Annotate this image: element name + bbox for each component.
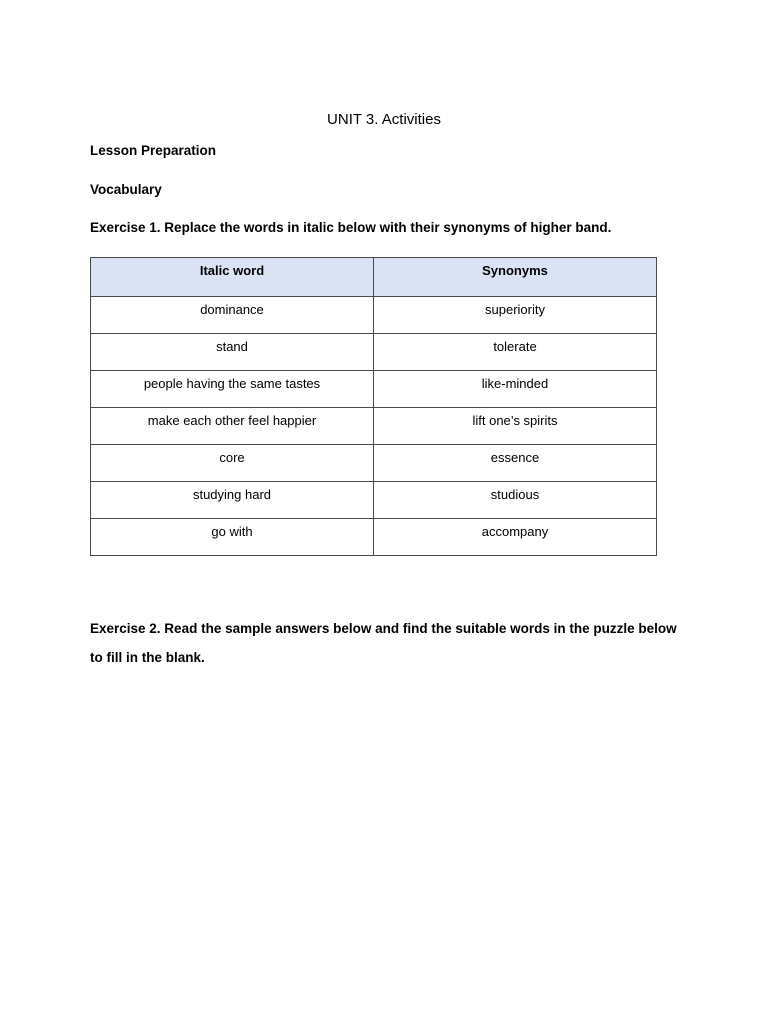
page-title: UNIT 3. Activities [327, 111, 441, 128]
table-row [91, 334, 657, 371]
italic-word-cell: studying hard [91, 482, 374, 519]
table-row [91, 482, 657, 519]
exercise-2-instruction: Exercise 2. Read the sample answers below and find the suitable words in the puzzle below to fill in the blank. [90, 621, 677, 665]
synonym-cell: like-minded [374, 371, 657, 408]
table-row [91, 371, 657, 408]
italic-word-cell: people having the same tastes [91, 371, 374, 408]
synonym-cell: lift one’s spirits [374, 408, 657, 445]
synonym-cell: essence [374, 445, 657, 482]
italic-word-cell: make each other feel happier [91, 408, 374, 445]
table-row [91, 519, 657, 556]
italic-word-cell: go with [91, 519, 374, 556]
synonym-cell: tolerate [374, 334, 657, 371]
italic-word-cell: core [91, 445, 374, 482]
synonym-cell: studious [374, 482, 657, 519]
italic-word-cell: dominance [91, 297, 374, 334]
synonym-cell: accompany [374, 519, 657, 556]
header-italic-word: Italic word [91, 258, 374, 297]
table-row [91, 445, 657, 482]
table-header-row [91, 258, 657, 297]
vocabulary-heading: Vocabulary [90, 182, 162, 197]
table-row [91, 297, 657, 334]
lesson-preparation-heading: Lesson Preparation [90, 143, 217, 158]
synonym-cell: superiority [374, 297, 657, 334]
italic-word-cell: stand [91, 334, 374, 371]
exercise-1-instruction: Exercise 1. Replace the words in italic below with their synonyms of higher band. [90, 220, 612, 235]
table-row [91, 408, 657, 445]
vocabulary-table [90, 257, 657, 556]
header-synonyms: Synonyms [374, 258, 657, 297]
